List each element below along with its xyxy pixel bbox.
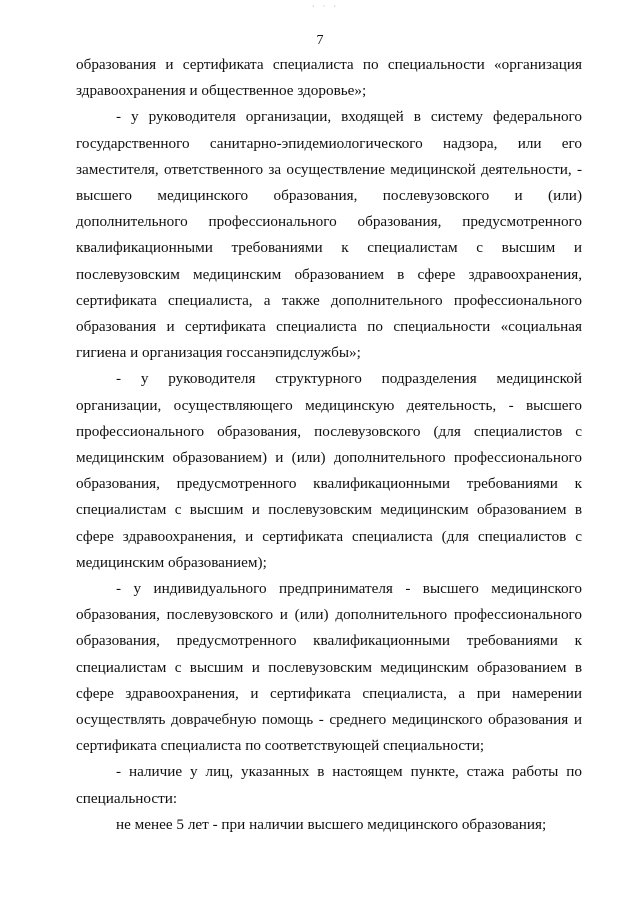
page-number: 7 xyxy=(316,33,324,48)
paragraph xyxy=(76,366,582,576)
text-line: сертификата специалиста, а также дополнительного профессионального xyxy=(76,291,582,309)
text-line: гигиена и организация госсанэпидслужбы»; xyxy=(76,344,361,362)
paragraph xyxy=(76,576,582,759)
text-line: - наличие у лиц, указанных в настоящем пункте, стажа работы по xyxy=(116,763,582,781)
text-line: не менее 5 лет - при наличии высшего медицинского образования; xyxy=(116,815,547,833)
text-line: медицинским образованием) и (или) дополнительного профессионального xyxy=(76,449,582,467)
text-line: сфере здравоохранения, и сертификата специалиста (для специалистов с xyxy=(76,527,582,545)
paragraph xyxy=(76,759,582,811)
paragraph xyxy=(76,812,582,838)
paragraph xyxy=(76,104,582,366)
paragraph xyxy=(76,52,582,104)
text-line: специалистам с высшим и послевузовским медицинским образованием в xyxy=(76,658,582,676)
document-body xyxy=(76,52,582,838)
text-line: дополнительного профессионального образования, предусмотренного xyxy=(76,213,582,231)
text-line: медицинским образованием); xyxy=(76,553,267,571)
text-line: - у руководителя организации, входящей в систему федерального xyxy=(116,108,582,126)
text-line: образования и сертификата специалиста по специальности «социальная xyxy=(76,318,582,336)
scan-marks: · · · xyxy=(312,2,339,11)
text-line: профессионального образования, послевузовского (для специалистов с xyxy=(76,422,582,440)
text-line: осуществлять доврачебную помощь - среднего медицинского образования и xyxy=(76,711,582,729)
text-line: заместителя, ответственного за осуществление медицинской деятельности, - xyxy=(76,160,582,178)
text-line: образования, предусмотренного квалификационными требованиями к xyxy=(76,632,582,650)
text-line: специальности: xyxy=(76,789,178,807)
text-line: послевузовским медицинским образованием в сфере здравоохранения, xyxy=(76,265,582,283)
text-line: образования, послевузовского и (или) дополнительного профессионального xyxy=(76,606,582,624)
text-line: государственного санитарно-эпидемиологического надзора, или его xyxy=(76,134,582,152)
text-line: образования и сертификата специалиста по специальности «организация xyxy=(76,56,582,73)
text-line: - у индивидуального предпринимателя - высшего медицинского xyxy=(116,580,582,598)
text-line: здравоохранения и общественное здоровье»; xyxy=(76,82,367,100)
text-line: организации, осуществляющего медицинскую деятельность, - высшего xyxy=(76,396,582,414)
text-line: сфере здравоохранения, и сертификата специалиста, а при намерении xyxy=(76,684,582,702)
text-line: специалистам с высшим и послевузовским медицинским образованием в xyxy=(76,501,582,519)
text-line: сертификата специалиста по соответствующей специальности; xyxy=(76,737,485,755)
text-line: квалификационными требованиями к специалистам с высшим и xyxy=(76,239,582,257)
text-line: - у руководителя структурного подразделения медицинской xyxy=(116,370,582,388)
text-line: образования, предусмотренного квалификационными требованиями к xyxy=(76,475,582,493)
text-line: высшего медицинского образования, послевузовского и (или) xyxy=(76,187,582,205)
